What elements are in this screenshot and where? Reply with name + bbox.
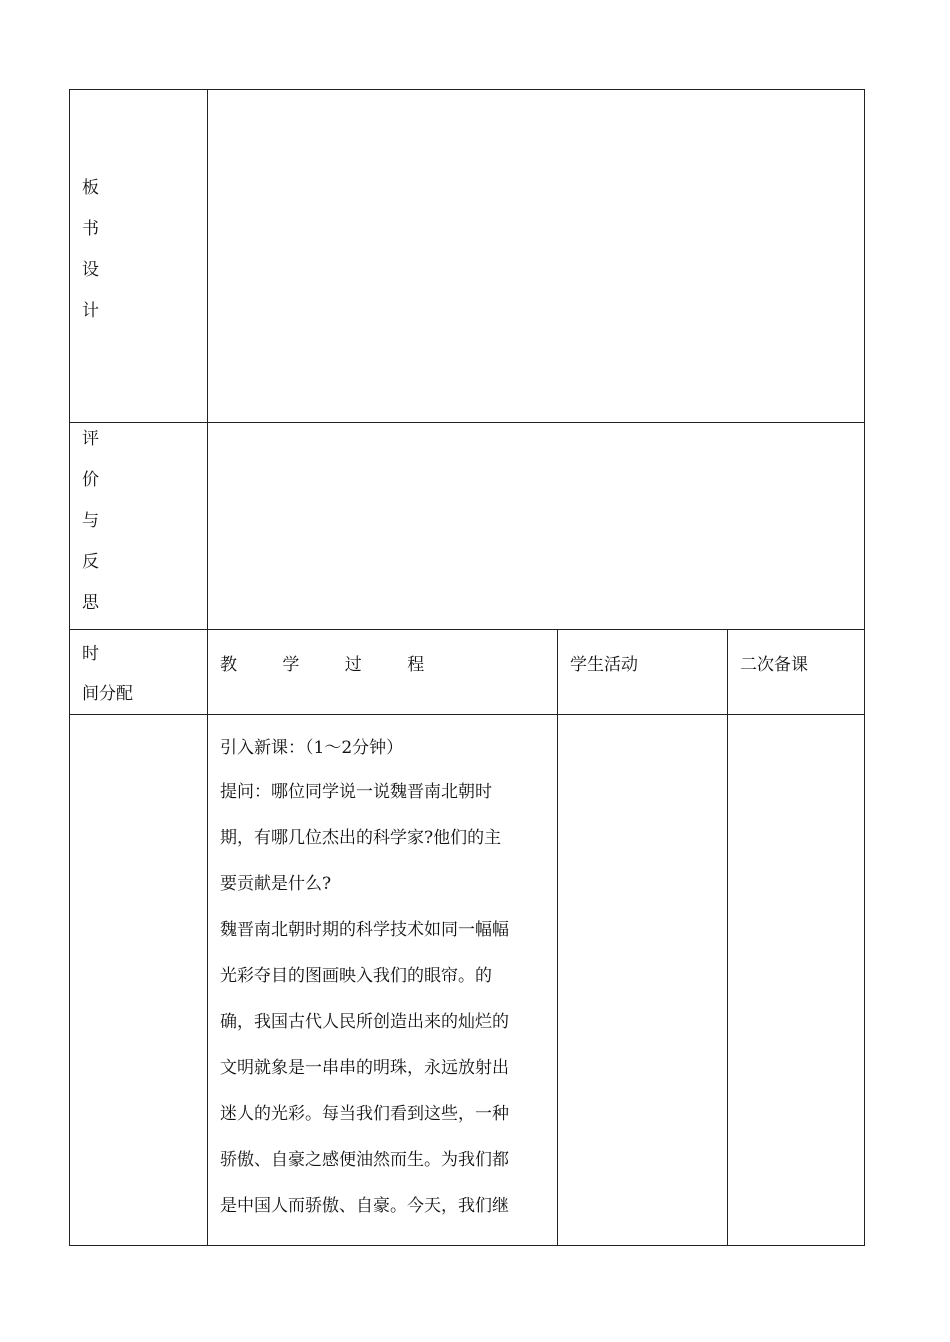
student-activity-content-cell[interactable]	[558, 715, 728, 1246]
evaluation-label	[70, 419, 207, 624]
board-design-label	[70, 90, 207, 332]
time-content-cell[interactable]	[70, 715, 208, 1246]
teaching-process-text	[208, 715, 557, 1229]
lesson-line: 确，我国古代人民所创造出来的灿烂的	[220, 1012, 509, 1032]
second-prep-content-cell[interactable]	[728, 715, 865, 1246]
evaluation-row	[70, 423, 865, 630]
lesson-line: 迷人的光彩。每当我们看到这些，一种	[220, 1104, 509, 1124]
time-header-line1: 时	[82, 644, 99, 664]
lesson-line: 光彩夺目的图画映入我们的眼帘。的	[220, 966, 492, 986]
evaluation-content-cell[interactable]	[208, 423, 865, 630]
teaching-process-header: 教 学 过 程	[220, 655, 445, 675]
label-char: 评	[82, 429, 99, 449]
evaluation-label-cell	[70, 423, 208, 630]
label-char: 价	[82, 470, 99, 490]
student-activity-header-cell	[558, 630, 728, 715]
intro-line: 引入新课：（1～2分钟）	[220, 738, 404, 758]
student-activity-header: 学生活动	[570, 655, 638, 675]
process-header-cell	[208, 630, 558, 715]
label-char: 设	[82, 260, 99, 280]
lesson-line: 骄傲、自豪之感便油然而生。为我们都	[220, 1150, 509, 1170]
lesson-line: 魏晋南北朝时期的科学技术如同一幅幅	[220, 920, 509, 940]
label-char: 反	[82, 552, 99, 572]
lesson-plan-table	[69, 89, 865, 1246]
label-char: 书	[82, 219, 99, 239]
second-prep-header: 二次备课	[740, 655, 808, 675]
board-design-label-cell	[70, 90, 208, 423]
lesson-line: 期，有哪几位杰出的科学家?他们的主	[220, 828, 502, 848]
label-char: 与	[82, 511, 99, 531]
lesson-line: 是中国人而骄傲、自豪。今天，我们继	[220, 1196, 509, 1216]
label-char: 思	[82, 593, 99, 613]
second-prep-header-cell	[728, 630, 865, 715]
lesson-line: 文明就象是一串串的明珠，永远放射出	[220, 1058, 509, 1078]
time-header-cell	[70, 630, 208, 715]
label-char: 计	[82, 301, 99, 321]
time-allocation-header	[70, 630, 207, 714]
lesson-content-row	[70, 715, 865, 1246]
lesson-line: 要贡献是什么?	[220, 874, 332, 894]
board-design-content-cell[interactable]	[208, 90, 865, 423]
process-content-cell	[208, 715, 558, 1246]
header-row	[70, 630, 865, 715]
board-design-row	[70, 90, 865, 423]
label-char: 板	[82, 178, 99, 198]
time-header-line2: 间分配	[82, 684, 133, 704]
lesson-line: 提问：哪位同学说一说魏晋南北朝时	[220, 782, 492, 802]
